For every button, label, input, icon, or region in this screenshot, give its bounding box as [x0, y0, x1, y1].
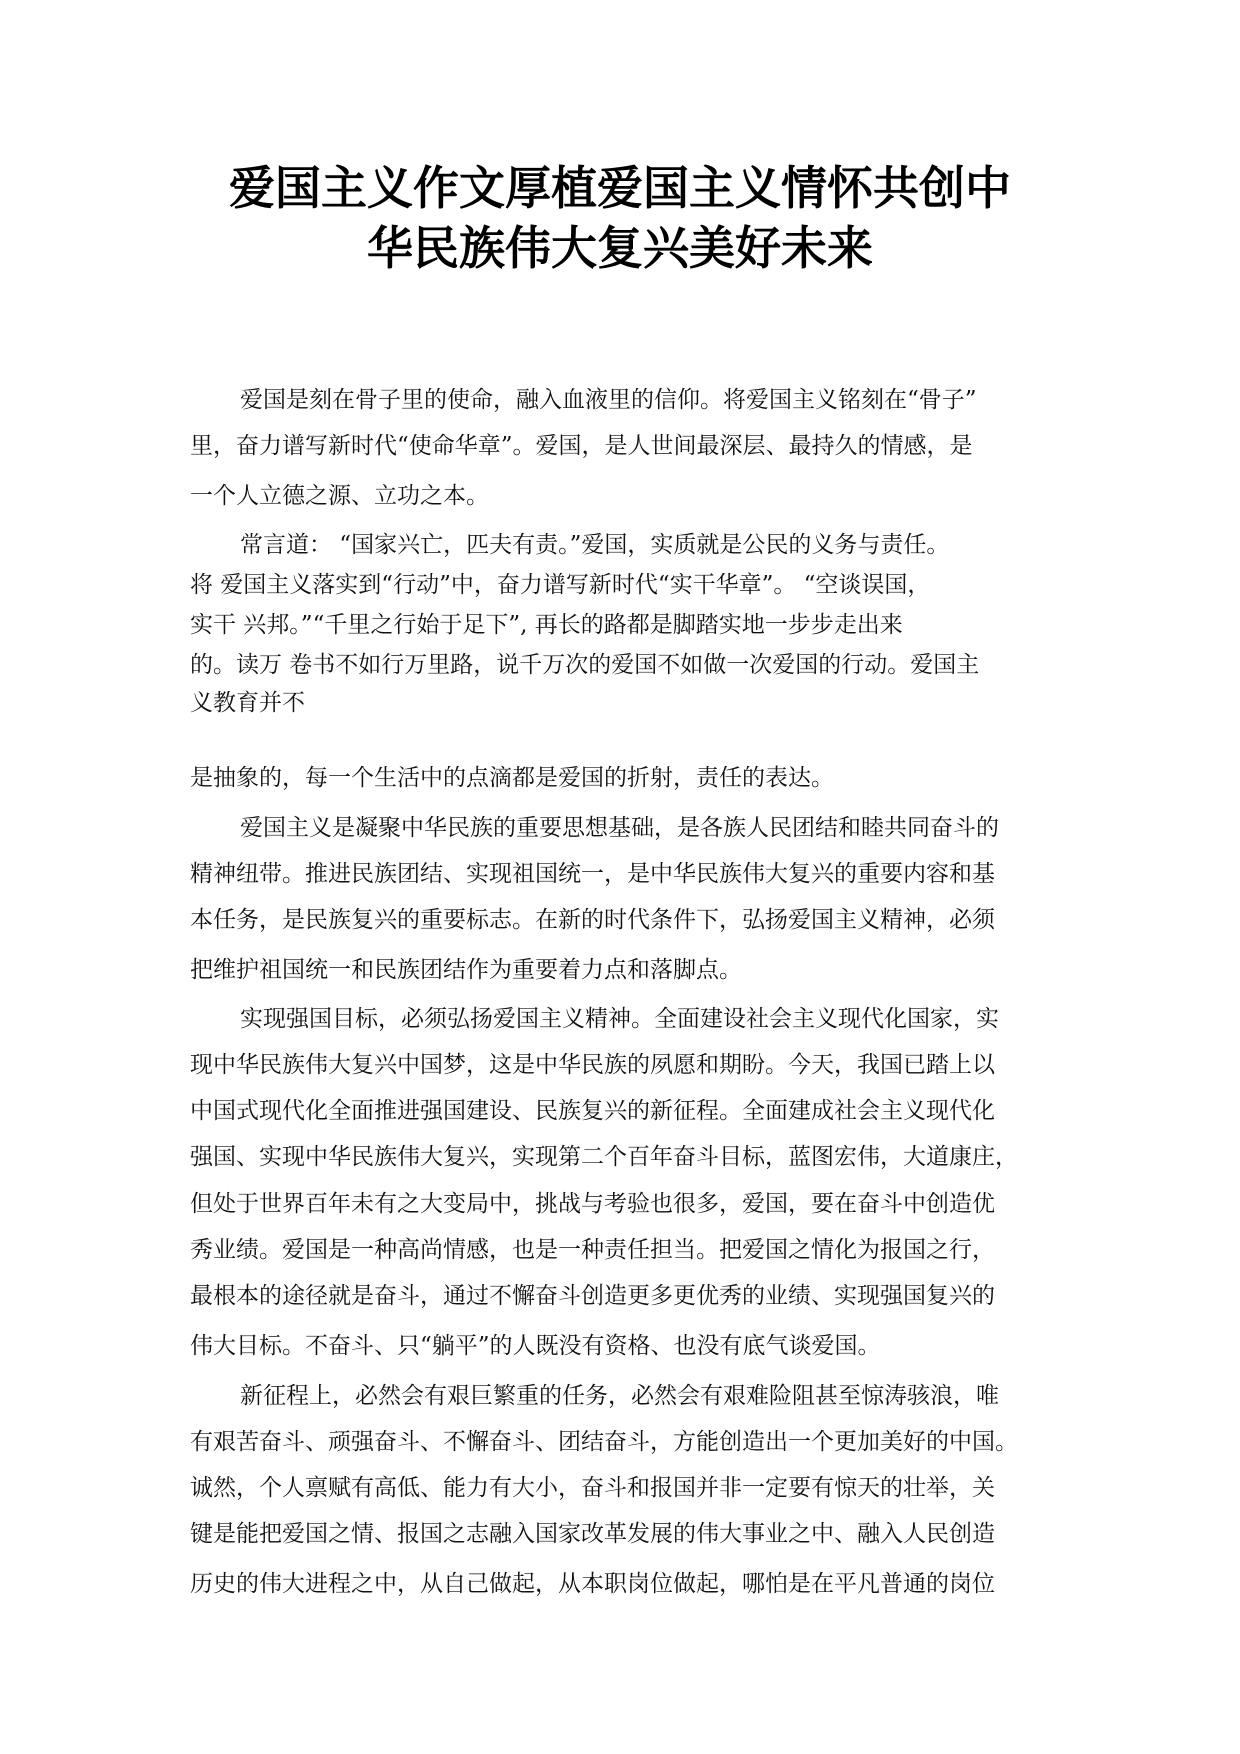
text-line: 是抽象的，每一个生活中的点滴都是爱国的折射，责任的表达。	[190, 765, 834, 791]
text-line: 的。读万 卷书不如行万里路，说千万次的爱国不如做一次爱国的行动。爱国主	[190, 652, 980, 678]
text-line: 历史的伟大进程之中，从自己做起，从本职岗位做起，哪怕是在平凡普通的岗位	[190, 1571, 995, 1597]
text-line: 最根本的途径就是奋斗，通过不懈奋斗创造更多更优秀的业绩、实现强国复兴的	[190, 1283, 995, 1309]
text-line: 爱国主义是凝聚中华民族的重要思想基础，是各族人民团结和睦共同奋斗的	[240, 815, 999, 841]
text-line: 中国式现代化全面推进强国建设、民族复兴的新征程。全面建成社会主义现代化	[190, 1098, 995, 1124]
text-line: 爱国是刻在骨子里的使命，融入血液里的信仰。将爱国主义铭刻在“骨子”	[240, 387, 977, 413]
text-line: 把维护祖国统一和民族团结作为重要着力点和落脚点。	[190, 957, 742, 983]
text-line: 伟大目标。不奋斗、只“躺平”的人既没有资格、也没有底气谈爱国。	[190, 1333, 881, 1359]
text-line: 秀业绩。爱国是一种高尚情感，也是一种责任担当。把爱国之情化为报国之行，	[190, 1237, 995, 1263]
text-line: 本任务，是民族复兴的重要标志。在新的时代条件下，弘扬爱国主义精神，必须	[190, 907, 995, 933]
text-line: 键是能把爱国之情、报国之志融入国家改革发展的伟大事业之中、融入人民创造	[190, 1521, 995, 1547]
text-line: 义教育并不	[190, 690, 305, 716]
text-line: 常言道： “国家兴亡，匹夫有责。”爱国，实质就是公民的义务与责任。	[240, 532, 950, 558]
text-line: 有艰苦奋斗、顽强奋斗、不懈奋斗、团结奋斗，方能创造出一个更加美好的中国。	[190, 1429, 1018, 1455]
text-line: 将 爱国主义落实到“行动”中，奋力谱写新时代“实干华章”。 “空谈误国，	[190, 572, 931, 598]
text-line: 诚然，个人禀赋有高低、能力有大小，奋斗和报国并非一定要有惊天的壮举，关	[190, 1475, 995, 1501]
text-line: 实现强国目标，必须弘扬爱国主义精神。全面建设社会主义现代化国家，实	[240, 1006, 999, 1032]
document-title-line-2: 华民族伟大复兴美好未来	[367, 221, 873, 275]
text-line: 但处于世界百年未有之大变局中，挑战与考验也很多，爱国，要在奋斗中创造优	[190, 1191, 995, 1217]
text-line: 一个人立德之源、立功之本。	[190, 483, 489, 509]
text-line: 新征程上，必然会有艰巨繁重的任务，必然会有艰难险阻甚至惊涛骇浪，唯	[240, 1383, 999, 1409]
document-title-line-1: 爱国主义作文厚植爱国主义情怀共创中	[229, 161, 1011, 215]
text-line: 里，奋力谱写新时代“使命华章”。爱国，是人世间最深层、最持久的情感，是	[190, 433, 973, 459]
text-line: 强国、实现中华民族伟大复兴，实现第二个百年奋斗目标，蓝图宏伟，大道康庄，	[190, 1144, 1018, 1170]
text-line: 现中华民族伟大复兴中国梦，这是中华民族的夙愿和期盼。今天，我国已踏上以	[190, 1052, 995, 1078]
text-line: 实干 兴邦。”“千里之行始于足下”, 再长的路都是脚踏实地一步步走出来	[190, 612, 903, 638]
text-line: 精神纽带。推进民族团结、实现祖国统一，是中华民族伟大复兴的重要内容和基	[190, 861, 995, 887]
